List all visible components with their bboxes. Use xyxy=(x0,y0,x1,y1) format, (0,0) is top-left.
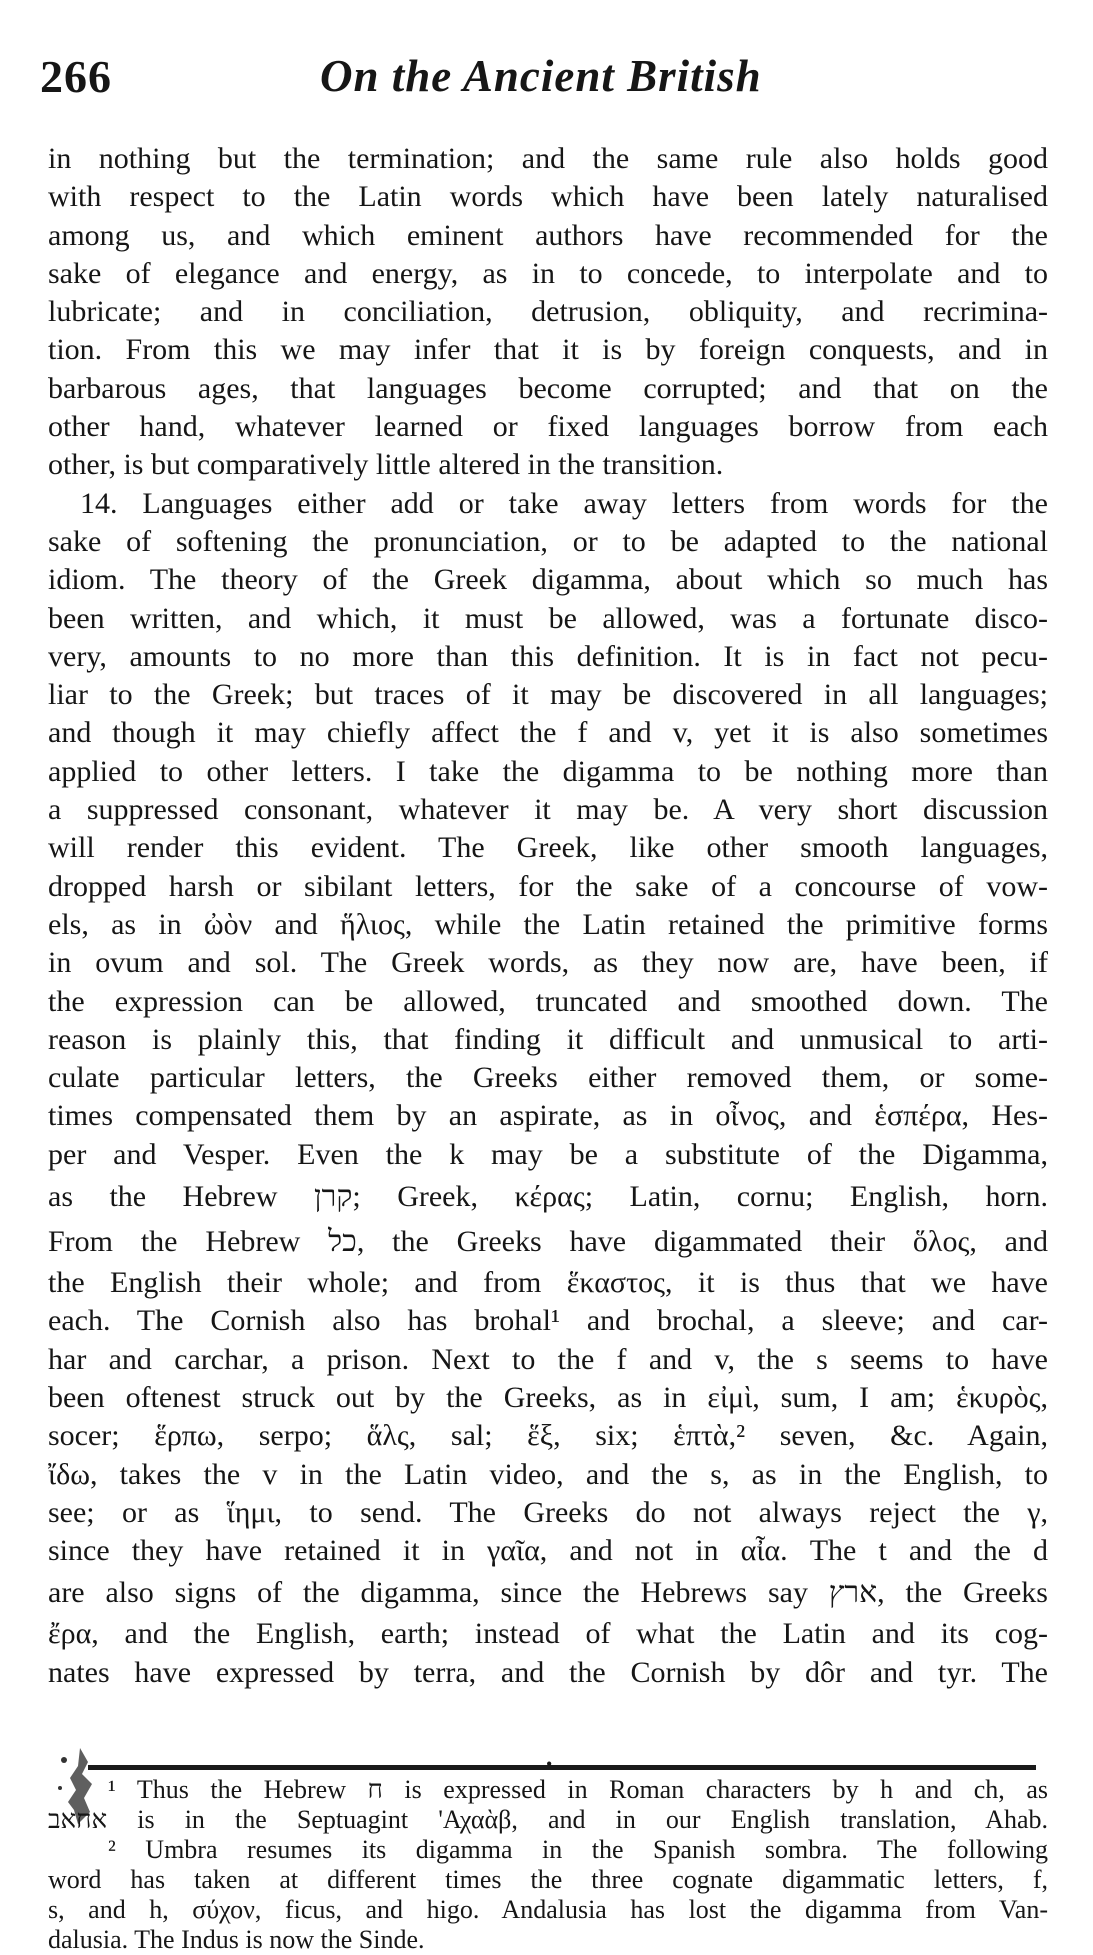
text-line: sake of elegance and energy, as in to concede, to interpolate and to xyxy=(48,256,1048,290)
text-line: per and Vesper. Even the k may be a substitute of the Digamma, xyxy=(48,1137,1048,1171)
text-line: ἔρα, and the English, earth; instead of what the Latin and its cog- xyxy=(48,1617,1048,1651)
footnote-line: dalusia. The Indus is now the Sinde. xyxy=(48,1925,425,1954)
text-line: a suppressed consonant, whatever it may be. A very short discussion xyxy=(48,793,1048,827)
text-line: see; or as ἵημι, to send. The Greeks do not always reject the γ, xyxy=(48,1495,1048,1529)
text-line: the English their whole; and from ἕκαστος, it is thus that we have xyxy=(48,1266,1048,1300)
text-line: 14. Languages either add or take away letters from words for the xyxy=(80,486,1048,520)
text-line: els, as in ὠὸν and ἥλιος, while the Latin retained the primitive forms xyxy=(48,907,1048,941)
text-line: sake of softening the pronunciation, or to be adapted to the national xyxy=(48,524,1048,558)
text-line: idiom. The theory of the Greek digamma, about which so much has xyxy=(48,563,1048,597)
text-line: lubricate; and in conciliation, detrusion, obliquity, and recrimina- xyxy=(48,295,1048,329)
text-line: culate particular letters, the Greeks either removed them, or some- xyxy=(48,1061,1048,1095)
footnote-rule xyxy=(88,1765,1036,1770)
footnote-line: word has taken at different times the three cognate digammatic letters, f, xyxy=(48,1865,1048,1894)
text-line: in nothing but the termination; and the same rule also holds good xyxy=(48,142,1048,175)
text-line: and though it may chiefly affect the f and v, yet it is also sometimes xyxy=(48,716,1048,750)
text-line: with respect to the Latin words which have been lately naturalised xyxy=(48,180,1048,214)
footnote-line: s, and h, σύχον, ficus, and higo. Andalusia has lost the digamma from Van- xyxy=(48,1895,1048,1924)
text-line: each. The Cornish also has brohal¹ and brochal, a sleeve; and car- xyxy=(48,1304,1048,1338)
text-line: very, amounts to no more than this definition. It is in fact not pecu- xyxy=(48,639,1048,673)
text-line: reason is plainly this, that finding it difficult and unmusical to arti- xyxy=(48,1022,1048,1056)
page-number: 266 xyxy=(40,51,112,102)
text-line: been oftenest struck out by the Greeks, as in εἰμὶ, sum, I am; ἑκυρὸς, xyxy=(48,1380,1048,1414)
text-line: tion. From this we may infer that it is by foreign conquests, and in xyxy=(48,333,1048,367)
text-line: dropped harsh or sibilant letters, for the sake of a concourse of vow- xyxy=(48,869,1048,903)
text-line: applied to other letters. I take the digamma to be nothing more than xyxy=(48,754,1048,788)
running-title: On the Ancient British xyxy=(320,51,762,101)
footnotes xyxy=(48,1775,1048,1955)
footnote-line: ² Umbra resumes its digamma in the Spanish sombra. The following xyxy=(108,1835,1048,1864)
text-line: har and carchar, a prison. Next to the f and v, the s seems to have xyxy=(48,1342,1048,1376)
text-line: socer; ἕρπω, serpo; ἅλς, sal; ἕξ, six; ἑπτὰ,² seven, &c. Again, xyxy=(48,1419,1048,1453)
text-line: will render this evident. The Greek, like other smooth languages, xyxy=(48,831,1048,865)
body-text xyxy=(48,140,1048,1692)
text-line: barbarous ages, that languages become corrupted; and that on the xyxy=(48,371,1048,405)
text-line: been written, and which, it must be allowed, was a fortunate disco- xyxy=(48,601,1048,635)
text-line: other hand, whatever learned or fixed languages borrow from each xyxy=(48,410,1048,444)
footnote-line: אחאב is in the Septuagint 'Αχαὰβ, and in our English translation, Ahab. xyxy=(48,1805,1048,1834)
text-line: are also signs of the digamma, since the Hebrews say ארץ, the Greeks xyxy=(48,1576,1048,1610)
text-line: since they have retained it in γαῖα, and not in αἶα. The t and the d xyxy=(48,1534,1048,1568)
page-header xyxy=(40,50,1050,120)
text-line: the expression can be allowed, truncated and smoothed down. The xyxy=(48,984,1048,1018)
text-line: nates have expressed by terra, and the Cornish by dôr and tyr. The xyxy=(48,1655,1048,1689)
text-line: in ovum and sol. The Greek words, as they now are, have been, if xyxy=(48,946,1048,980)
text-line: From the Hebrew כל, the Greeks have digammated their ὅλος, and xyxy=(48,1225,1048,1259)
text-line: ἴδω, takes the v in the Latin video, and the s, as in the English, to xyxy=(48,1457,1048,1491)
text-line: among us, and which eminent authors have recommended for the xyxy=(48,218,1048,252)
footnote-line: ¹ Thus the Hebrew ח is expressed in Roman characters by h and ch, as xyxy=(108,1775,1048,1804)
rule-dot: • xyxy=(546,1754,553,1774)
text-line: other, is but comparatively little altered in the transition. xyxy=(48,448,724,482)
text-line: times compensated them by an aspirate, as in οἶνος, and ἑσπέρα, Hes- xyxy=(48,1099,1048,1133)
text-line: liar to the Greek; but traces of it may be discovered in all languages; xyxy=(48,678,1048,712)
text-line: as the Hebrew קרן; Greek, κέρας; Latin, cornu; English, horn. xyxy=(48,1180,1048,1214)
